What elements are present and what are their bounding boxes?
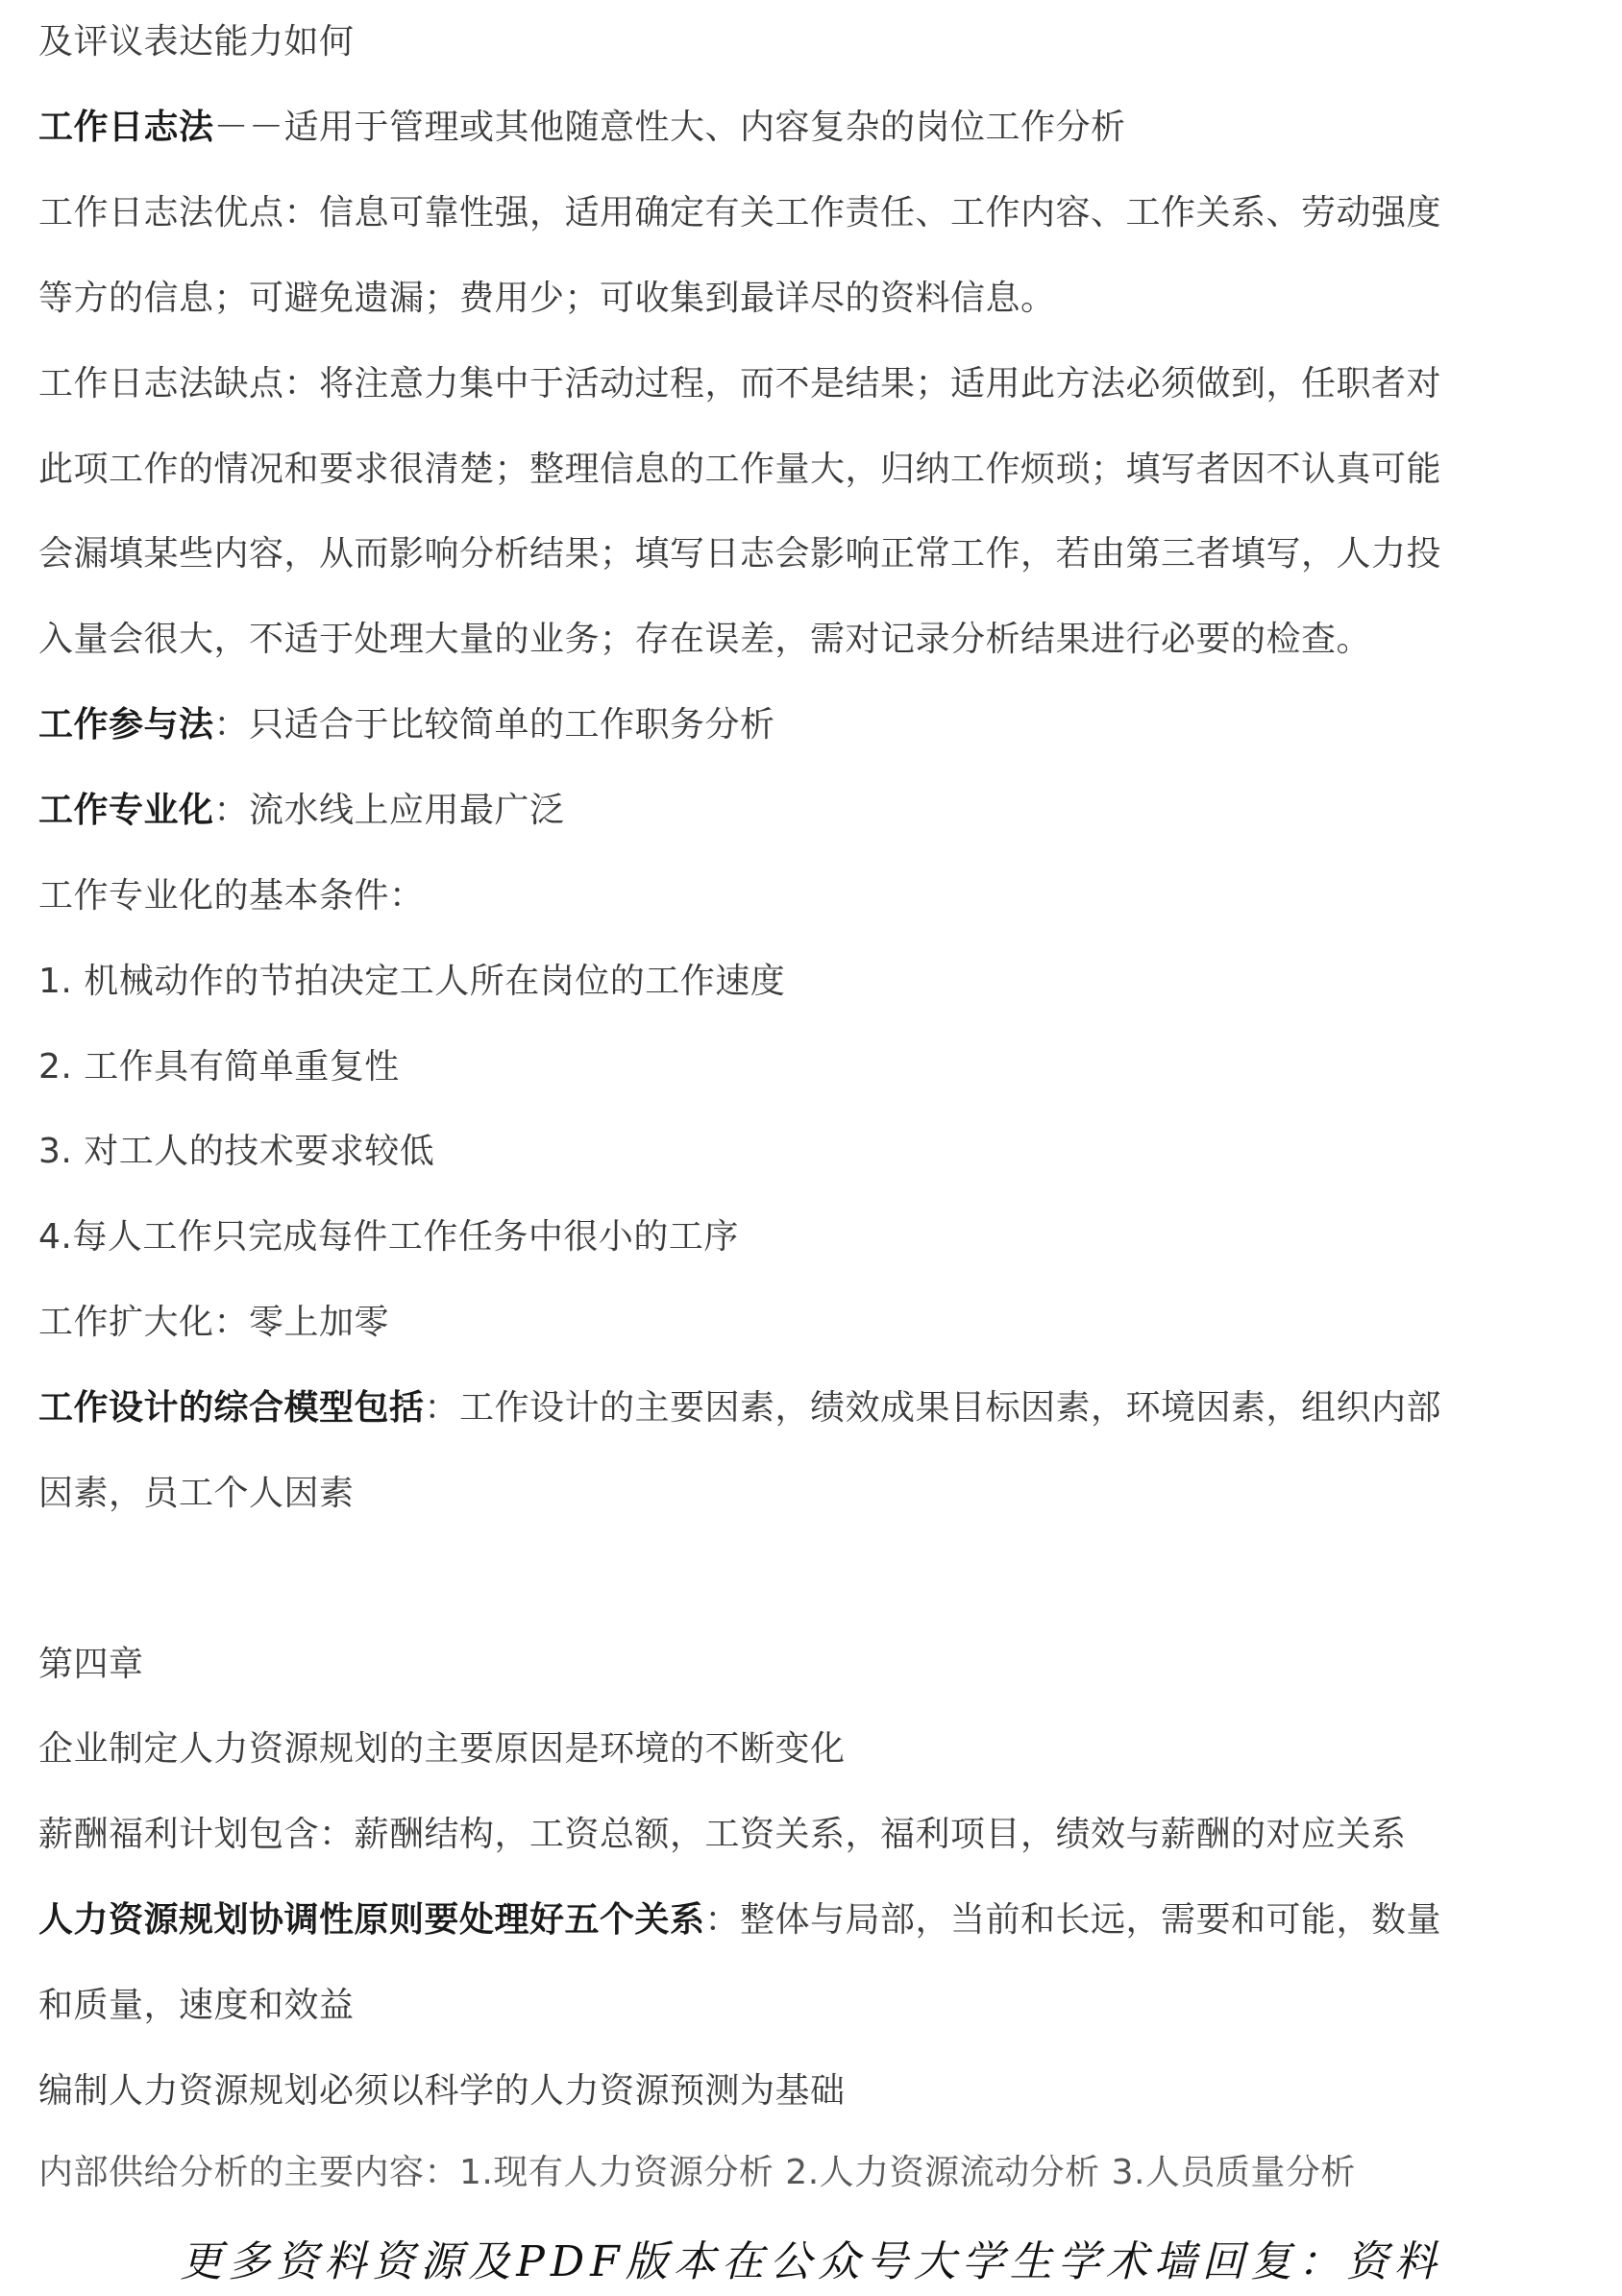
line-text: 3. 对工人的技术要求较低 xyxy=(38,1132,435,1171)
bold-term: 工作专业化 xyxy=(38,791,214,830)
text-line xyxy=(38,790,565,832)
chapter-heading xyxy=(38,1644,144,1686)
line-text: 内部供给分析的主要内容：1.现有人力资源分析 2.人力资源流动分析 3.人员质量分析 xyxy=(38,2153,1356,2192)
line-text: 等方的信息；可避免遗漏；费用少；可收集到最详尽的资料信息。 xyxy=(38,279,1056,318)
bold-term: 工作设计的综合模型包括 xyxy=(38,1388,425,1428)
text-line xyxy=(38,1387,1441,1429)
line-text: 薪酬福利计划包含：薪酬结构，工资总额，工资关系，福利项目，绩效与薪酬的对应关系 xyxy=(38,1815,1407,1854)
line-text: 及评议表达能力如何 xyxy=(38,22,355,61)
text-line xyxy=(38,278,1056,320)
line-text: 工作扩大化：零上加零 xyxy=(38,1303,390,1342)
text-line xyxy=(38,1728,846,1771)
line-text: －－适用于管理或其他随意性大、内容复杂的岗位工作分析 xyxy=(213,108,1126,147)
bold-term: 工作日志法 xyxy=(38,108,214,147)
text-line xyxy=(38,21,355,63)
bold-term: 人力资源规划协调性原则要处理好五个关系 xyxy=(38,1900,705,1940)
text-line xyxy=(38,449,1441,491)
text-line xyxy=(38,1473,355,1515)
text-line xyxy=(38,619,1371,661)
line-text: 会漏填某些内容，从而影响分析结果；填写日志会影响正常工作，若由第三者填写，人力投 xyxy=(38,534,1442,574)
text-line xyxy=(38,1302,389,1344)
text-line xyxy=(38,107,1126,149)
text-line xyxy=(38,363,1441,405)
line-text: ：整体与局部，当前和长远，需要和可能，数量 xyxy=(704,1900,1442,1940)
text-line xyxy=(38,1216,739,1258)
text-line xyxy=(38,1899,1441,1942)
text-line xyxy=(38,192,1441,234)
line-text: 第四章 xyxy=(38,1645,144,1684)
line-text: 1. 机械动作的节拍决定工人所在岗位的工作速度 xyxy=(38,962,786,1001)
text-line xyxy=(38,1985,355,2027)
footer-watermark: 更多资料资源及PDF版本在公众号大学生学术墙回复：资料 xyxy=(180,2237,1442,2286)
line-text: ：流水线上应用最广泛 xyxy=(213,791,565,830)
line-text: 此项工作的情况和要求很清楚；整理信息的工作量大，归纳工作烦琐；填写者因不认真可能 xyxy=(38,450,1442,489)
line-text: ：只适合于比较简单的工作职务分析 xyxy=(213,705,775,745)
text-line xyxy=(38,2070,846,2113)
line-text: 企业制定人力资源规划的主要原因是环境的不断变化 xyxy=(38,1729,846,1769)
line-text: 工作日志法优点：信息可靠性强，适用确定有关工作责任、工作内容、工作关系、劳动强度 xyxy=(38,193,1442,232)
line-text: 2. 工作具有简单重复性 xyxy=(38,1047,400,1087)
text-line xyxy=(38,875,425,917)
text-line xyxy=(38,533,1441,575)
line-text: 编制人力资源规划必须以科学的人力资源预测为基础 xyxy=(38,2071,846,2111)
line-text: 4.每人工作只完成每件工作任务中很小的工序 xyxy=(38,1217,739,1257)
text-line xyxy=(38,1046,400,1088)
text-line xyxy=(38,961,785,1003)
text-line xyxy=(38,1131,434,1173)
line-text: 因素，员工个人因素 xyxy=(38,1474,355,1513)
clipped-text-line xyxy=(38,2152,1356,2192)
line-text: 入量会很大，不适于处理大量的业务；存在误差，需对记录分析结果进行必要的检查。 xyxy=(38,620,1372,659)
line-text: ：工作设计的主要因素，绩效成果目标因素，环境因素，组织内部 xyxy=(424,1388,1442,1428)
bold-term: 工作参与法 xyxy=(38,705,214,745)
line-text: 工作日志法缺点：将注意力集中于活动过程，而不是结果；适用此方法必须做到，任职者对 xyxy=(38,364,1442,403)
line-text: 工作专业化的基本条件： xyxy=(38,876,425,916)
text-line xyxy=(38,704,775,746)
line-text: 和质量，速度和效益 xyxy=(38,1986,355,2025)
text-line xyxy=(38,1814,1407,1856)
